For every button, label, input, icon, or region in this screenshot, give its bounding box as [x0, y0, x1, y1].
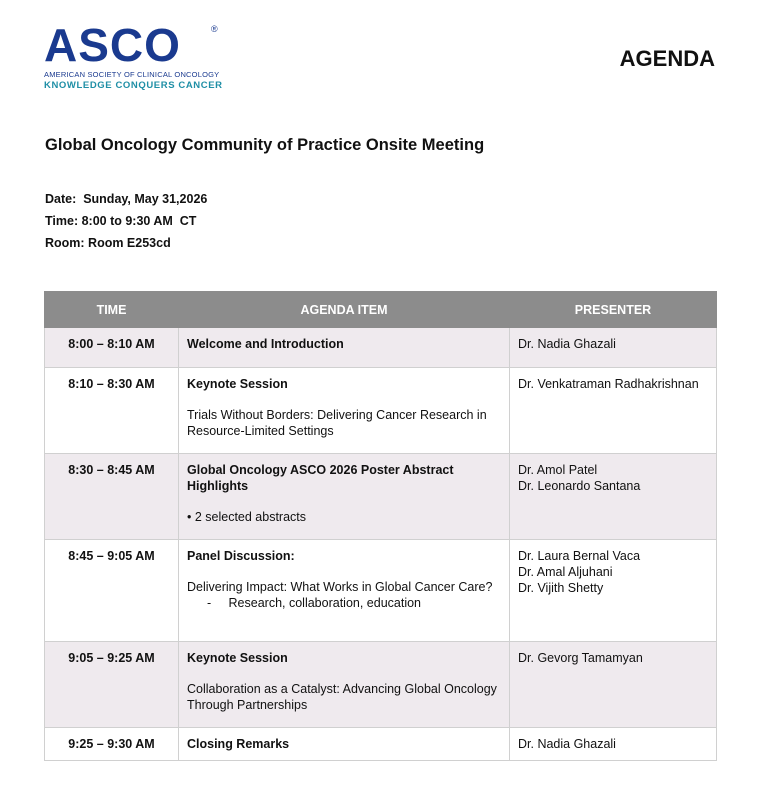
presenter-name: Dr. Laura Bernal Vaca [518, 549, 641, 563]
presenter-name: Dr. Nadia Ghazali [518, 337, 616, 351]
row-agenda-item [179, 368, 510, 454]
column-header-time: TIME [45, 292, 179, 328]
row-agenda-item [179, 540, 510, 642]
table-row [45, 454, 717, 540]
table-row [45, 728, 717, 761]
meeting-title: Global Oncology Community of Practice Onsite Meeting [45, 136, 485, 154]
logo-wordmark: ASCO [44, 19, 181, 71]
table-header-row [45, 292, 717, 328]
presenter-name: Dr. Venkatraman Radhakrishnan [518, 377, 699, 391]
logo-tagline-org: AMERICAN SOCIETY OF CLINICAL ONCOLOGY [44, 70, 220, 79]
row-time: 9:25 – 9:30 AM [45, 728, 179, 761]
table-row [45, 540, 717, 642]
presenter-name: Dr. Vijith Shetty [518, 581, 604, 595]
asco-logo [44, 19, 254, 91]
agenda-table [44, 291, 717, 761]
row-time: 9:05 – 9:25 AM [45, 642, 179, 728]
item-description: Trials Without Borders: Delivering Cancer Research in Resource-Limited Settings [187, 408, 487, 438]
item-title: Keynote Session [187, 377, 288, 391]
row-time: 8:45 – 9:05 AM [45, 540, 179, 642]
meeting-date: Date: Sunday, May 31,2026 [45, 192, 208, 206]
item-bullet: • 2 selected abstracts [187, 510, 307, 524]
logo-tagline-motto: KNOWLEDGE CONQUERS CANCER [44, 80, 223, 91]
item-title: Panel Discussion: [187, 549, 295, 563]
table-row [45, 642, 717, 728]
row-time: 8:00 – 8:10 AM [45, 328, 179, 368]
presenter-name: Dr. Gevorg Tamamyan [518, 651, 643, 665]
presenter-name: Dr. Nadia Ghazali [518, 737, 616, 751]
row-presenters [510, 540, 717, 642]
item-title: Welcome and Introduction [187, 337, 344, 351]
row-time: 8:30 – 8:45 AM [45, 454, 179, 540]
row-agenda-item [179, 454, 510, 540]
agenda-heading: AGENDA [619, 46, 715, 71]
table-row [45, 328, 717, 368]
row-presenters [510, 454, 717, 540]
presenter-name: Dr. Amol Patel [518, 463, 598, 477]
item-description: Delivering Impact: What Works in Global Cancer Care? [187, 580, 493, 594]
presenter-name: Dr. Amal Aljuhani [518, 565, 613, 579]
meeting-time: Time: 8:00 to 9:30 AM CT [45, 214, 197, 228]
item-title: Global Oncology ASCO 2026 Poster Abstract Highlights [187, 463, 454, 493]
row-agenda-item [179, 642, 510, 728]
item-title: Closing Remarks [187, 737, 290, 751]
row-presenters [510, 328, 717, 368]
column-header-agenda-item: AGENDA ITEM [179, 292, 510, 328]
meeting-room: Room: Room E253cd [45, 236, 171, 250]
row-presenters [510, 642, 717, 728]
row-agenda-item [179, 728, 510, 761]
table-row [45, 368, 717, 454]
presenter-name: Dr. Leonardo Santana [518, 479, 641, 493]
meeting-details [45, 188, 207, 254]
registered-mark: ® [211, 24, 218, 34]
row-presenters [510, 728, 717, 761]
column-header-presenter: PRESENTER [510, 292, 717, 328]
row-time: 8:10 – 8:30 AM [45, 368, 179, 454]
row-agenda-item [179, 328, 510, 368]
item-title: Keynote Session [187, 651, 288, 665]
item-sub-point: - Research, collaboration, education [207, 596, 422, 610]
item-description: Collaboration as a Catalyst: Advancing Global Oncology Through Partnerships [187, 682, 497, 712]
row-presenters [510, 368, 717, 454]
